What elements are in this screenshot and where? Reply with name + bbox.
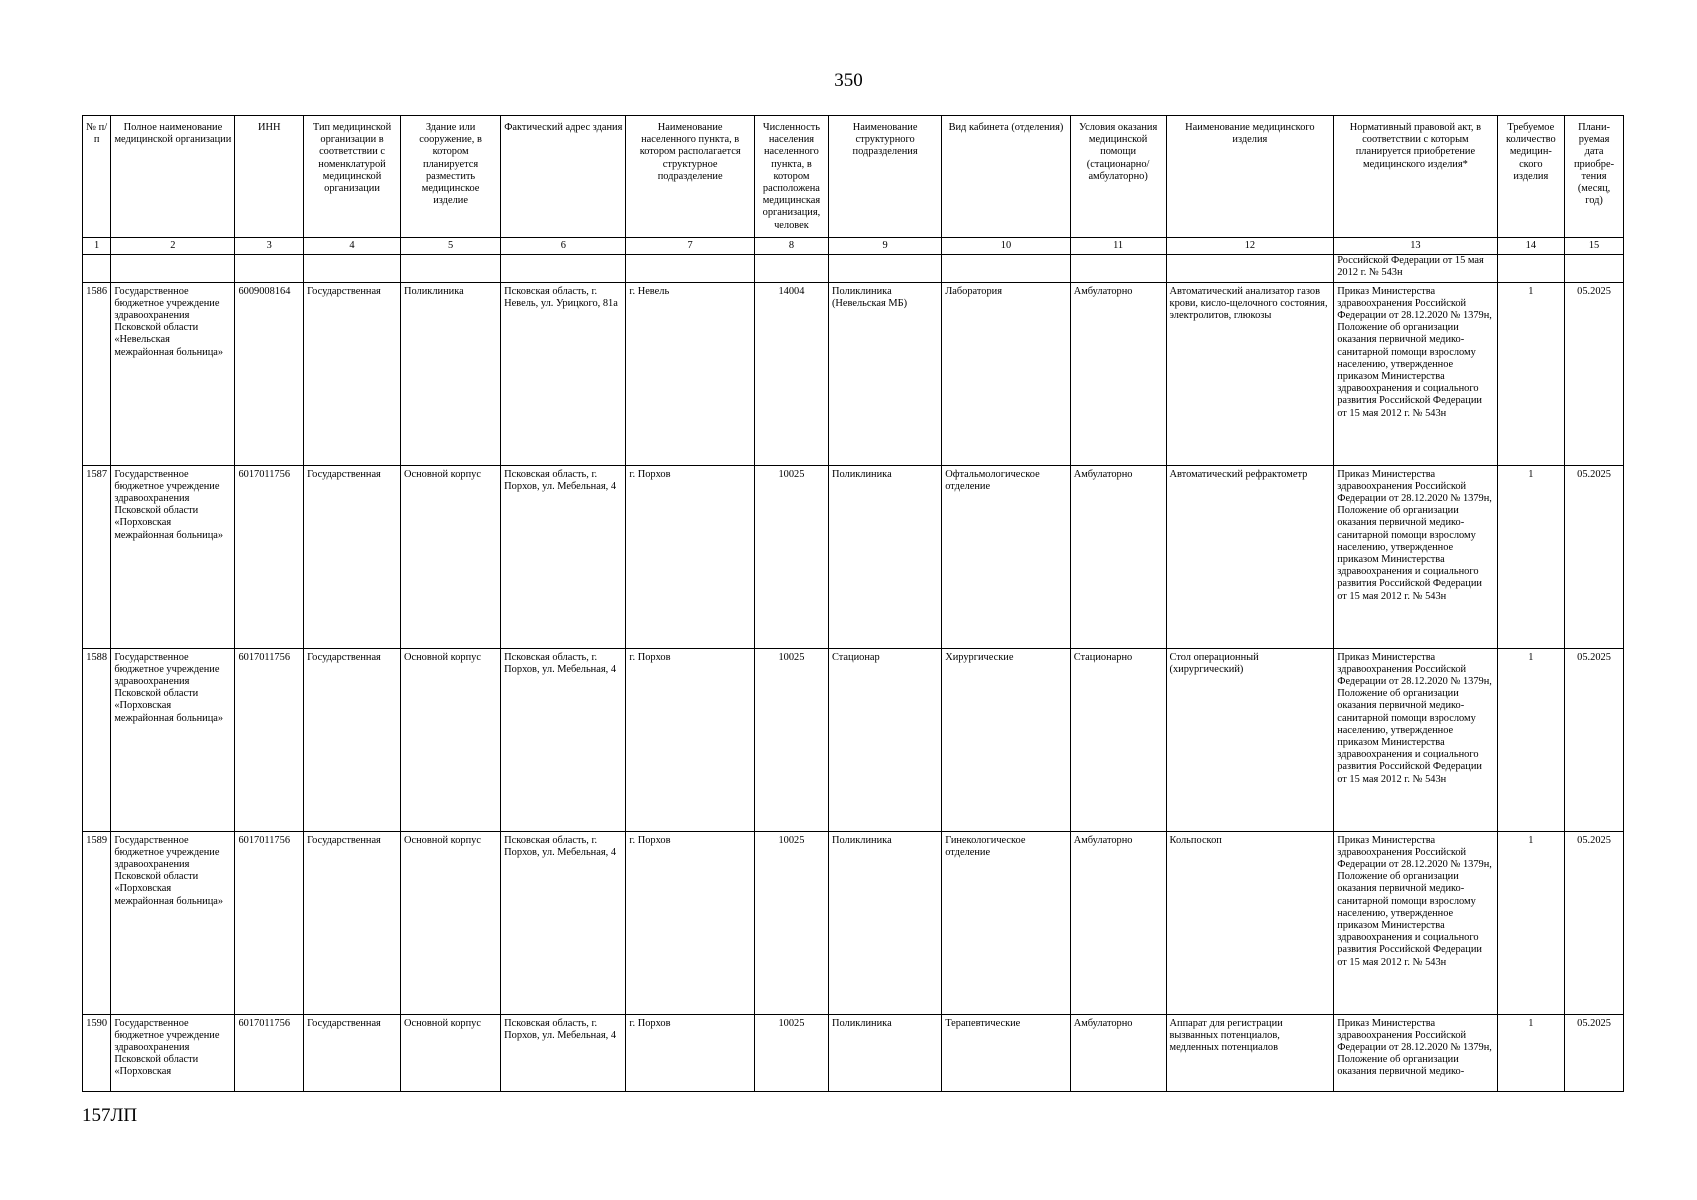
device-name: Стол операционный (хирургический) <box>1166 648 1334 831</box>
cabinet-type: Хирургические <box>942 648 1071 831</box>
header-cell: Здание или сооружение, в котором планируется разместить медицинское изделие <box>400 116 500 238</box>
purchase-date: 05.2025 <box>1565 465 1624 648</box>
address-value: Псковская область, г. Невель, ул. Урицкого, 81а <box>501 282 626 465</box>
column-number: 14 <box>1497 238 1565 255</box>
table-row <box>83 282 1624 465</box>
header-cell: ИНН <box>235 116 304 238</box>
header-cell: Фактический адрес здания <box>501 116 626 238</box>
column-number: 15 <box>1565 238 1624 255</box>
table-row <box>83 648 1624 831</box>
column-number: 6 <box>501 238 626 255</box>
organization-type: Государственная <box>304 465 401 648</box>
locality-name: г. Порхов <box>626 1014 755 1091</box>
header-cell: Полное наименование медицинской организации <box>111 116 235 238</box>
inn-value: 6017011756 <box>235 831 304 1014</box>
table-row <box>83 1014 1624 1091</box>
inn-value: 6017011756 <box>235 648 304 831</box>
locality-name: г. Порхов <box>626 648 755 831</box>
empty-cell <box>828 255 941 282</box>
organization-type: Государственная <box>304 1014 401 1091</box>
empty-cell <box>83 255 111 282</box>
row-number: 1586 <box>83 282 111 465</box>
empty-cell <box>400 255 500 282</box>
address-value: Псковская область, г. Порхов, ул. Мебельная, 4 <box>501 1014 626 1091</box>
purchase-date: 05.2025 <box>1565 282 1624 465</box>
header-cell: Наименование структурного подразделения <box>828 116 941 238</box>
equipment-table <box>82 115 1624 1092</box>
address-value: Псковская область, г. Порхов, ул. Мебельная, 4 <box>501 465 626 648</box>
purchase-date: 05.2025 <box>1565 648 1624 831</box>
column-number: 8 <box>754 238 828 255</box>
legal-act: Приказ Министерства здравоохранения Российской Федерации от 28.12.2020 № 1379н, Положение об организации оказания первичной медико-санитарной помощи взрослому населению, утвержденное приказом Министерства здравоохранения и социального развития Российской Федерации от 15 мая 2012 г. № 543н <box>1334 831 1497 1014</box>
column-number-row <box>83 238 1624 255</box>
header-cell: Плани-руемая дата приобре-тения (месяц, год) <box>1565 116 1624 238</box>
column-number: 3 <box>235 238 304 255</box>
quantity-value: 1 <box>1497 282 1565 465</box>
device-name: Автоматический рефрактометр <box>1166 465 1334 648</box>
column-number: 4 <box>304 238 401 255</box>
purchase-date: 05.2025 <box>1565 1014 1624 1091</box>
organization-name: Государственное бюджетное учреждение здравоохранения Псковской области «Невельская межрайонная больница» <box>111 282 235 465</box>
column-number: 2 <box>111 238 235 255</box>
device-name: Кольпоскоп <box>1166 831 1334 1014</box>
column-number: 9 <box>828 238 941 255</box>
care-conditions: Амбулаторно <box>1070 465 1166 648</box>
empty-cell <box>1070 255 1166 282</box>
population-value: 10025 <box>754 831 828 1014</box>
cabinet-type: Терапевтические <box>942 1014 1071 1091</box>
address-value: Псковская область, г. Порхов, ул. Мебельная, 4 <box>501 648 626 831</box>
empty-cell <box>626 255 755 282</box>
table-row <box>83 465 1624 648</box>
population-value: 14004 <box>754 282 828 465</box>
locality-name: г. Невель <box>626 282 755 465</box>
column-number: 12 <box>1166 238 1334 255</box>
inn-value: 6009008164 <box>235 282 304 465</box>
empty-cell <box>1497 255 1565 282</box>
cabinet-type: Лаборатория <box>942 282 1071 465</box>
column-number: 7 <box>626 238 755 255</box>
cabinet-type: Гинекологическое отделение <box>942 831 1071 1014</box>
table-row <box>83 831 1624 1014</box>
structural-unit: Поликлиника <box>828 465 941 648</box>
address-value: Псковская область, г. Порхов, ул. Мебельная, 4 <box>501 831 626 1014</box>
row-number: 1589 <box>83 831 111 1014</box>
quantity-value: 1 <box>1497 1014 1565 1091</box>
header-cell: Требуемое количество медицин-ского изделия <box>1497 116 1565 238</box>
row-number: 1588 <box>83 648 111 831</box>
empty-cell <box>304 255 401 282</box>
building-name: Поликлиника <box>400 282 500 465</box>
quantity-value: 1 <box>1497 831 1565 1014</box>
quantity-value: 1 <box>1497 648 1565 831</box>
empty-cell <box>1565 255 1624 282</box>
row-number: 1590 <box>83 1014 111 1091</box>
empty-cell <box>1166 255 1334 282</box>
structural-unit: Стационар <box>828 648 941 831</box>
legal-act: Приказ Министерства здравоохранения Российской Федерации от 28.12.2020 № 1379н, Положение об организации оказания первичной медико-санитарной помощи взрослому населению, утвержденное приказом Министерства здравоохранения и социального развития Российской Федерации от 15 мая 2012 г. № 543н <box>1334 465 1497 648</box>
population-value: 10025 <box>754 465 828 648</box>
column-number: 13 <box>1334 238 1497 255</box>
header-cell: Наименование медицинского изделия <box>1166 116 1334 238</box>
organization-name: Государственное бюджетное учреждение здравоохранения Псковской области «Порховская межрайонная больница» <box>111 465 235 648</box>
header-cell: Наименование населенного пункта, в котором располагается структурное подразделение <box>626 116 755 238</box>
building-name: Основной корпус <box>400 831 500 1014</box>
population-value: 10025 <box>754 1014 828 1091</box>
organization-type: Государственная <box>304 282 401 465</box>
locality-name: г. Порхов <box>626 831 755 1014</box>
empty-cell <box>942 255 1071 282</box>
legal-act: Приказ Министерства здравоохранения Российской Федерации от 28.12.2020 № 1379н, Положение об организации оказания первичной медико-санитарной помощи взрослому населению, утвержденное приказом Министерства здравоохранения и социального развития Российской Федерации от 15 мая 2012 г. № 543н <box>1334 282 1497 465</box>
care-conditions: Амбулаторно <box>1070 282 1166 465</box>
organization-type: Государственная <box>304 648 401 831</box>
page-number: 350 <box>834 70 863 91</box>
column-number: 10 <box>942 238 1071 255</box>
column-number: 5 <box>400 238 500 255</box>
continuation-row <box>83 255 1624 282</box>
building-name: Основной корпус <box>400 1014 500 1091</box>
header-cell: № п/п <box>83 116 111 238</box>
header-cell: Тип медицинской организации в соответствии с номенклатурой медицинской организации <box>304 116 401 238</box>
care-conditions: Амбулаторно <box>1070 1014 1166 1091</box>
inn-value: 6017011756 <box>235 1014 304 1091</box>
column-number: 11 <box>1070 238 1166 255</box>
footer-code: 157ЛП <box>82 1105 138 1126</box>
locality-name: г. Порхов <box>626 465 755 648</box>
organization-name: Государственное бюджетное учреждение здравоохранения Псковской области «Порховская межрайонная больница» <box>111 648 235 831</box>
row-number: 1587 <box>83 465 111 648</box>
continuation-text: Российской Федерации от 15 мая 2012 г. № 543н <box>1334 255 1497 282</box>
cabinet-type: Офтальмологическое отделение <box>942 465 1071 648</box>
structural-unit: Поликлиника <box>828 831 941 1014</box>
empty-cell <box>111 255 235 282</box>
legal-act: Приказ Министерства здравоохранения Российской Федерации от 28.12.2020 № 1379н, Положение об организации оказания первичной медико-санитарной помощи взрослому населению, утвержденное приказом Министерства здравоохранения и социального развития Российской Федерации от 15 мая 2012 г. № 543н <box>1334 648 1497 831</box>
empty-cell <box>235 255 304 282</box>
quantity-value: 1 <box>1497 465 1565 648</box>
empty-cell <box>754 255 828 282</box>
empty-cell <box>501 255 626 282</box>
header-cell: Вид кабинета (отделения) <box>942 116 1071 238</box>
organization-name: Государственное бюджетное учреждение здравоохранения Псковской области «Порховская межрайонная больница» <box>111 831 235 1014</box>
structural-unit: Поликлиника (Невельская МБ) <box>828 282 941 465</box>
building-name: Основной корпус <box>400 648 500 831</box>
inn-value: 6017011756 <box>235 465 304 648</box>
header-cell: Условия оказания медицинской помощи (стационарно/ амбулаторно) <box>1070 116 1166 238</box>
population-value: 10025 <box>754 648 828 831</box>
legal-act: Приказ Министерства здравоохранения Российской Федерации от 28.12.2020 № 1379н, Положение об организации оказания первичной медико- <box>1334 1014 1497 1091</box>
structural-unit: Поликлиника <box>828 1014 941 1091</box>
care-conditions: Амбулаторно <box>1070 831 1166 1014</box>
device-name: Автоматический анализатор газов крови, кисло-щелочного состояния, электролитов, глюкозы <box>1166 282 1334 465</box>
building-name: Основной корпус <box>400 465 500 648</box>
purchase-date: 05.2025 <box>1565 831 1624 1014</box>
header-cell: Численность населения населенного пункта, в котором расположена медицинская организация, человек <box>754 116 828 238</box>
organization-type: Государственная <box>304 831 401 1014</box>
header-cell: Нормативный правовой акт, в соответствии с которым планируется приобретение медицинского изделия* <box>1334 116 1497 238</box>
header-row <box>83 116 1624 238</box>
care-conditions: Стационарно <box>1070 648 1166 831</box>
organization-name: Государственное бюджетное учреждение здравоохранения Псковской области «Порховская <box>111 1014 235 1091</box>
device-name: Аппарат для регистрации вызванных потенциалов, медленных потенциалов <box>1166 1014 1334 1091</box>
column-number: 1 <box>83 238 111 255</box>
